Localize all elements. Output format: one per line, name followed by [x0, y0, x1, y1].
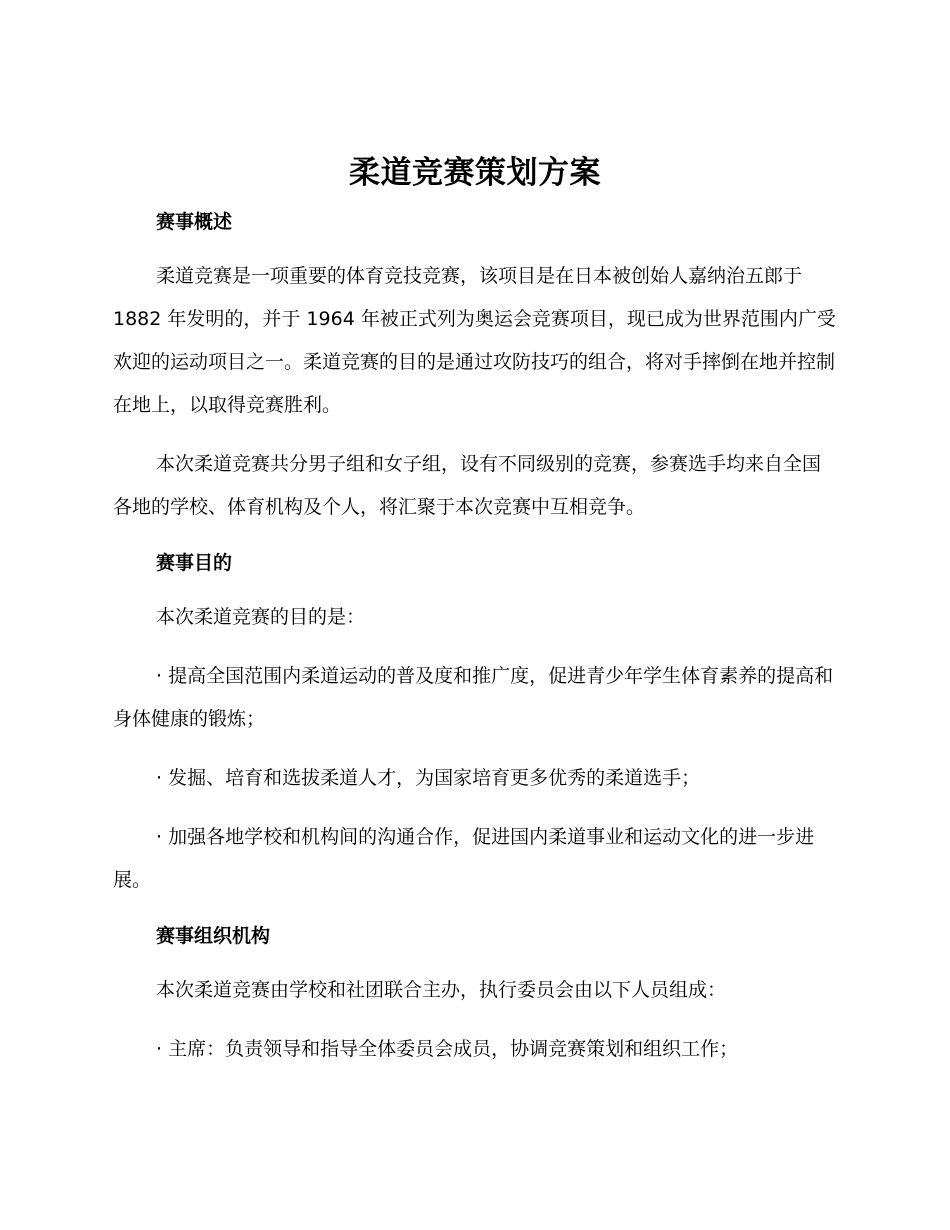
- bullet-purpose-3: · 加强各地学校和机构间的沟通合作，促进国内柔道事业和运动文化的进一步进展。: [113, 826, 815, 891]
- bullet-organization-1: · 主席：负责领导和指导全体委员会成员，协调竞赛策划和组织工作；: [156, 1038, 739, 1060]
- paragraph-organization-intro: 本次柔道竞赛由学校和社团联合主办，执行委员会由以下人员组成：: [156, 979, 727, 1001]
- document-body: [113, 204, 837, 1071]
- section-heading-purpose: 赛事目的: [156, 552, 233, 574]
- bullet-purpose-1: · 提高全国范围内柔道运动的普及度和推广度，促进青少年学生体育素养的提高和身体健康的锻炼；: [113, 665, 834, 730]
- bullet-purpose-2: · 发掘、培育和选拔柔道人才，为国家培育更多优秀的柔道选手；: [156, 767, 701, 789]
- paragraph-overview-2: 本次柔道竞赛共分男子组和女子组，设有不同级别的竞赛，参赛选手均来自全国各地的学校、体育机构及个人，将汇聚于本次竞赛中互相竞争。: [113, 453, 822, 518]
- paragraph-purpose-intro: 本次柔道竞赛的目的是：: [156, 606, 366, 628]
- page-title: 柔道竞赛策划方案: [349, 155, 601, 191]
- section-heading-organization: 赛事组织机构: [156, 925, 271, 947]
- section-heading-overview: 赛事概述: [156, 211, 233, 233]
- paragraph-overview-1: 柔道竞赛是一项重要的体育竞技竞赛，该项目是在日本被创始人嘉纳治五郎于 1882 年发明的，并于 1964 年被正式列为奥运会竞赛项目，现已成为世界范围内广受欢迎的运动项目之一。柔道竞赛的目的是通过攻防技巧的组合，将对手摔倒在地并控制在地上，以取得竞赛胜利。: [113, 265, 836, 416]
